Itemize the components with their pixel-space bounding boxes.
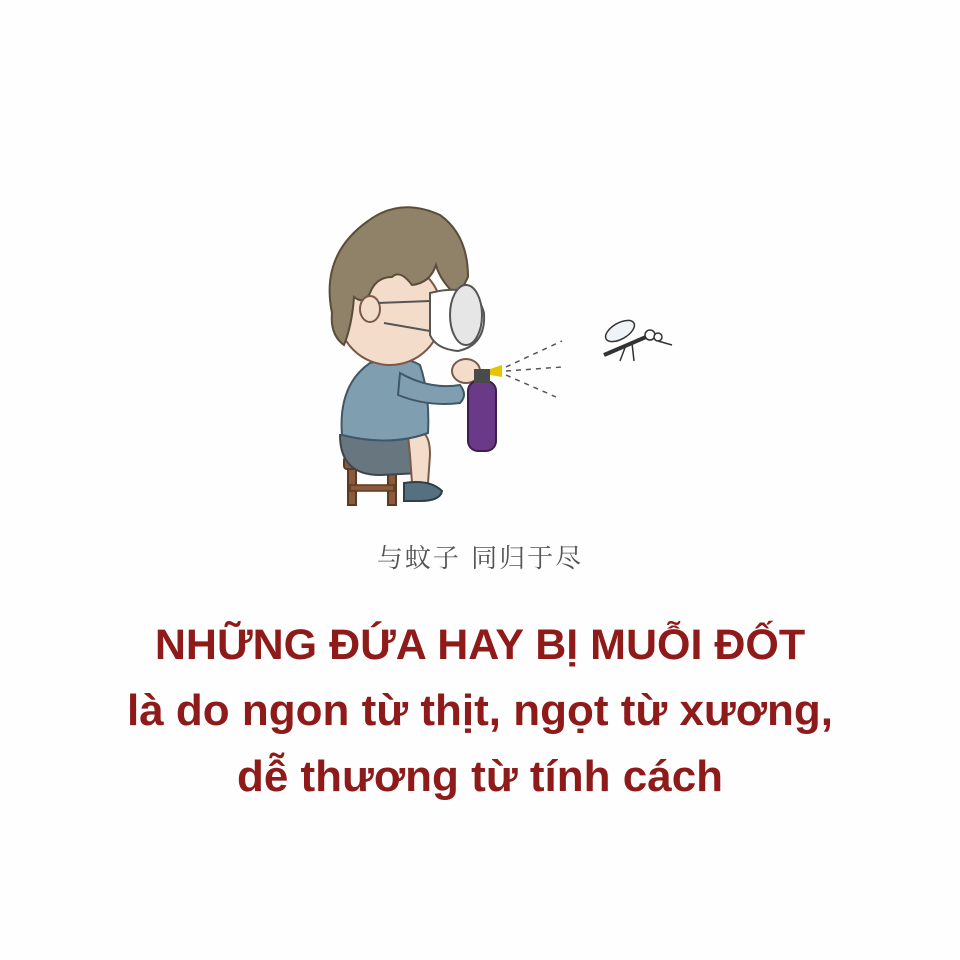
- child-spraying-mosquito-illustration: [280, 185, 700, 515]
- chinese-caption: 与蚊子 同归于尽: [376, 544, 584, 574]
- headline-line-1: NHỮNG ĐỨA HAY BỊ MUỖI ĐỐT: [154, 621, 806, 669]
- headline: [0, 612, 960, 810]
- spray-can-icon: [452, 359, 502, 451]
- headline-line-2: là do ngon từ thịt, ngọt từ xương,: [126, 686, 834, 735]
- headline-line-3: dễ thương từ tính cách: [236, 752, 724, 801]
- shirt-icon: [342, 358, 464, 440]
- head-icon: [330, 207, 485, 365]
- mosquito-icon: [602, 316, 672, 361]
- spray-mist-icon: [506, 341, 562, 397]
